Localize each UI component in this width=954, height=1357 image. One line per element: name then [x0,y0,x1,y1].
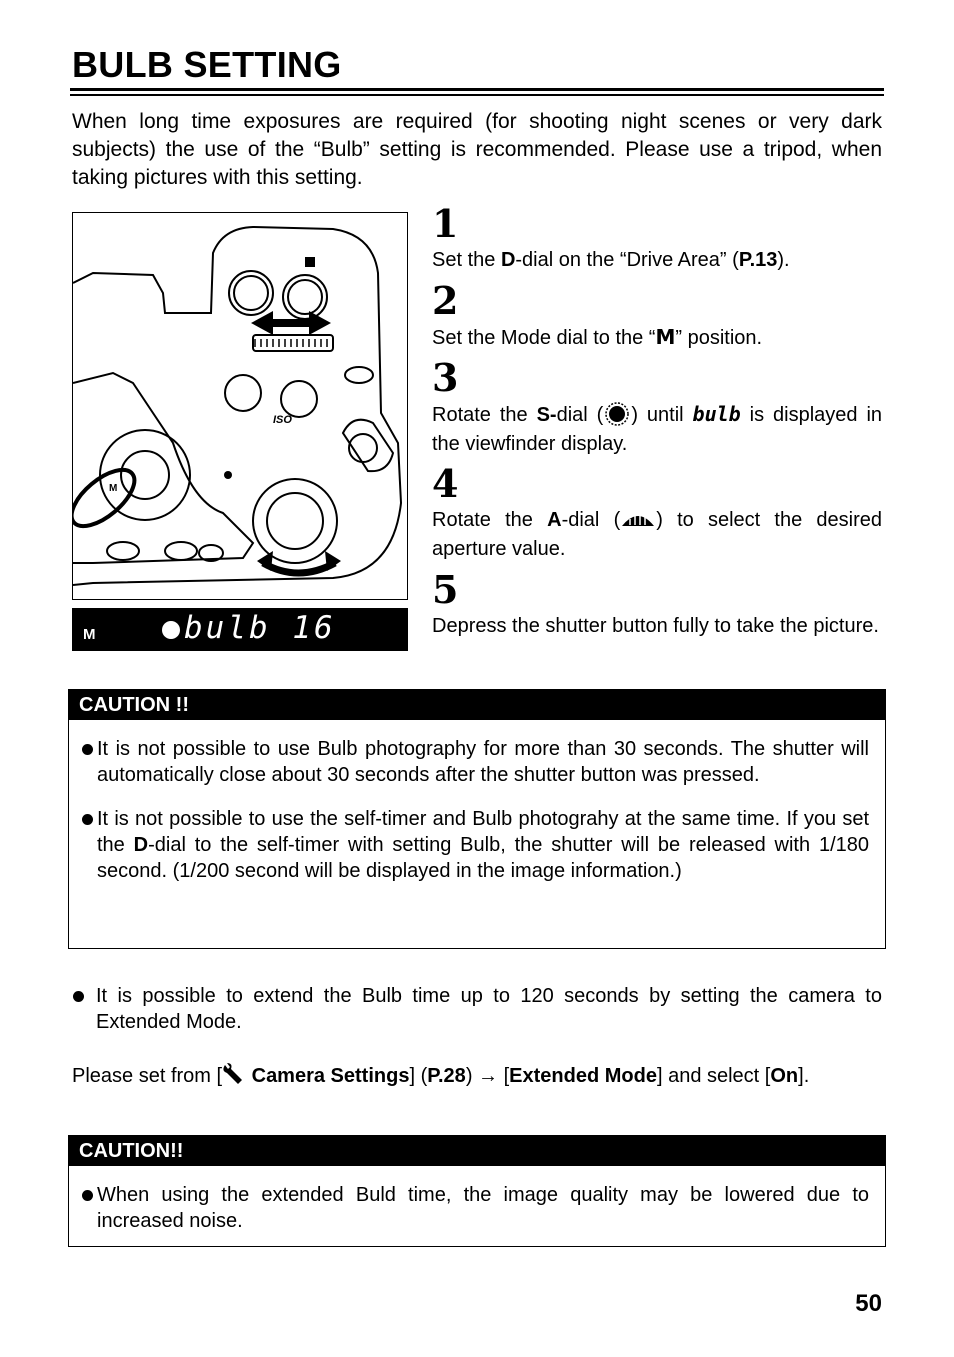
page-title: BULB SETTING [72,44,342,85]
caution-body [69,1166,885,1244]
extend-note [72,983,882,1035]
step-text: Rotate the S-dial ( ) until bulb is displayed in the viewfinder display. [432,402,883,455]
caution-bullet: When using the extended Buld time, the image quality may be lowered due to increased noise. [81,1182,869,1234]
step-text: Depress the shutter button fully to take the picture. [432,615,879,637]
step-text: Set the D-dial on the “Drive Area” (P.13). [432,249,790,271]
step-number: 3 [432,355,459,400]
step-4 [432,461,882,564]
caution-bullet: It is not possible to use the self-timer and Bulb photograhy at the same time. If you set the D-dial to the self-timer with setting Bulb, the shutter will be released with 1/180 second. (1/200 second will be displayed in the image information.) [81,806,869,884]
title-rule-thin [70,94,884,96]
caution-heading: CAUTION!! [69,1136,885,1166]
viewfinder-readout: bulb 16 [184,610,336,646]
step-number: 5 [432,567,459,612]
caution-box-1 [68,689,886,949]
viewfinder-indicator-dot [162,621,180,639]
step-3 [432,355,883,459]
caution-body [69,720,885,912]
step-number: 4 [432,461,459,506]
viewfinder-mode: M [83,626,96,643]
step-text: Rotate the A-dial ( ) to select the desired aperture value. [432,509,882,560]
wrench-icon [222,1063,246,1085]
step-text: Set the Mode dial to the “M” position. [432,325,763,349]
caution-bullet: It is not possible to use Bulb photography for more than 30 seconds. The shutter will automatically close about 30 seconds after the shutter button was pressed. [81,736,869,788]
intro-paragraph: When long time exposures are required (for shooting night scenes or very dark subjects) the use of the “Bulb” setting is recommended. Please use a tripod, when taking pictures with this setting. [72,110,882,189]
step-number: 1 [432,201,459,246]
step-number: 2 [432,278,459,323]
caution-box-2 [68,1135,886,1247]
viewfinder-display [72,608,408,651]
caution-heading: CAUTION !! [69,690,885,720]
step-2 [432,278,882,353]
iso-label: ISO [273,414,292,426]
title-rule-thick [70,88,884,91]
a-dial-icon [620,510,656,528]
mode-dial-m-label: M [109,483,118,494]
settings-instruction: Please set from [ Camera Settings] (P.28) → [Extended Mode] and select [On]. [72,1065,810,1087]
camera-top-illustration [72,212,408,600]
step-1 [432,201,882,275]
s-dial-icon [605,402,629,426]
step-5 [432,567,882,641]
extend-bullet: It is possible to extend the Bulb time up to 120 seconds by setting the camera to Extended Mode. [72,983,882,1035]
page-number: 50 [855,1290,882,1317]
